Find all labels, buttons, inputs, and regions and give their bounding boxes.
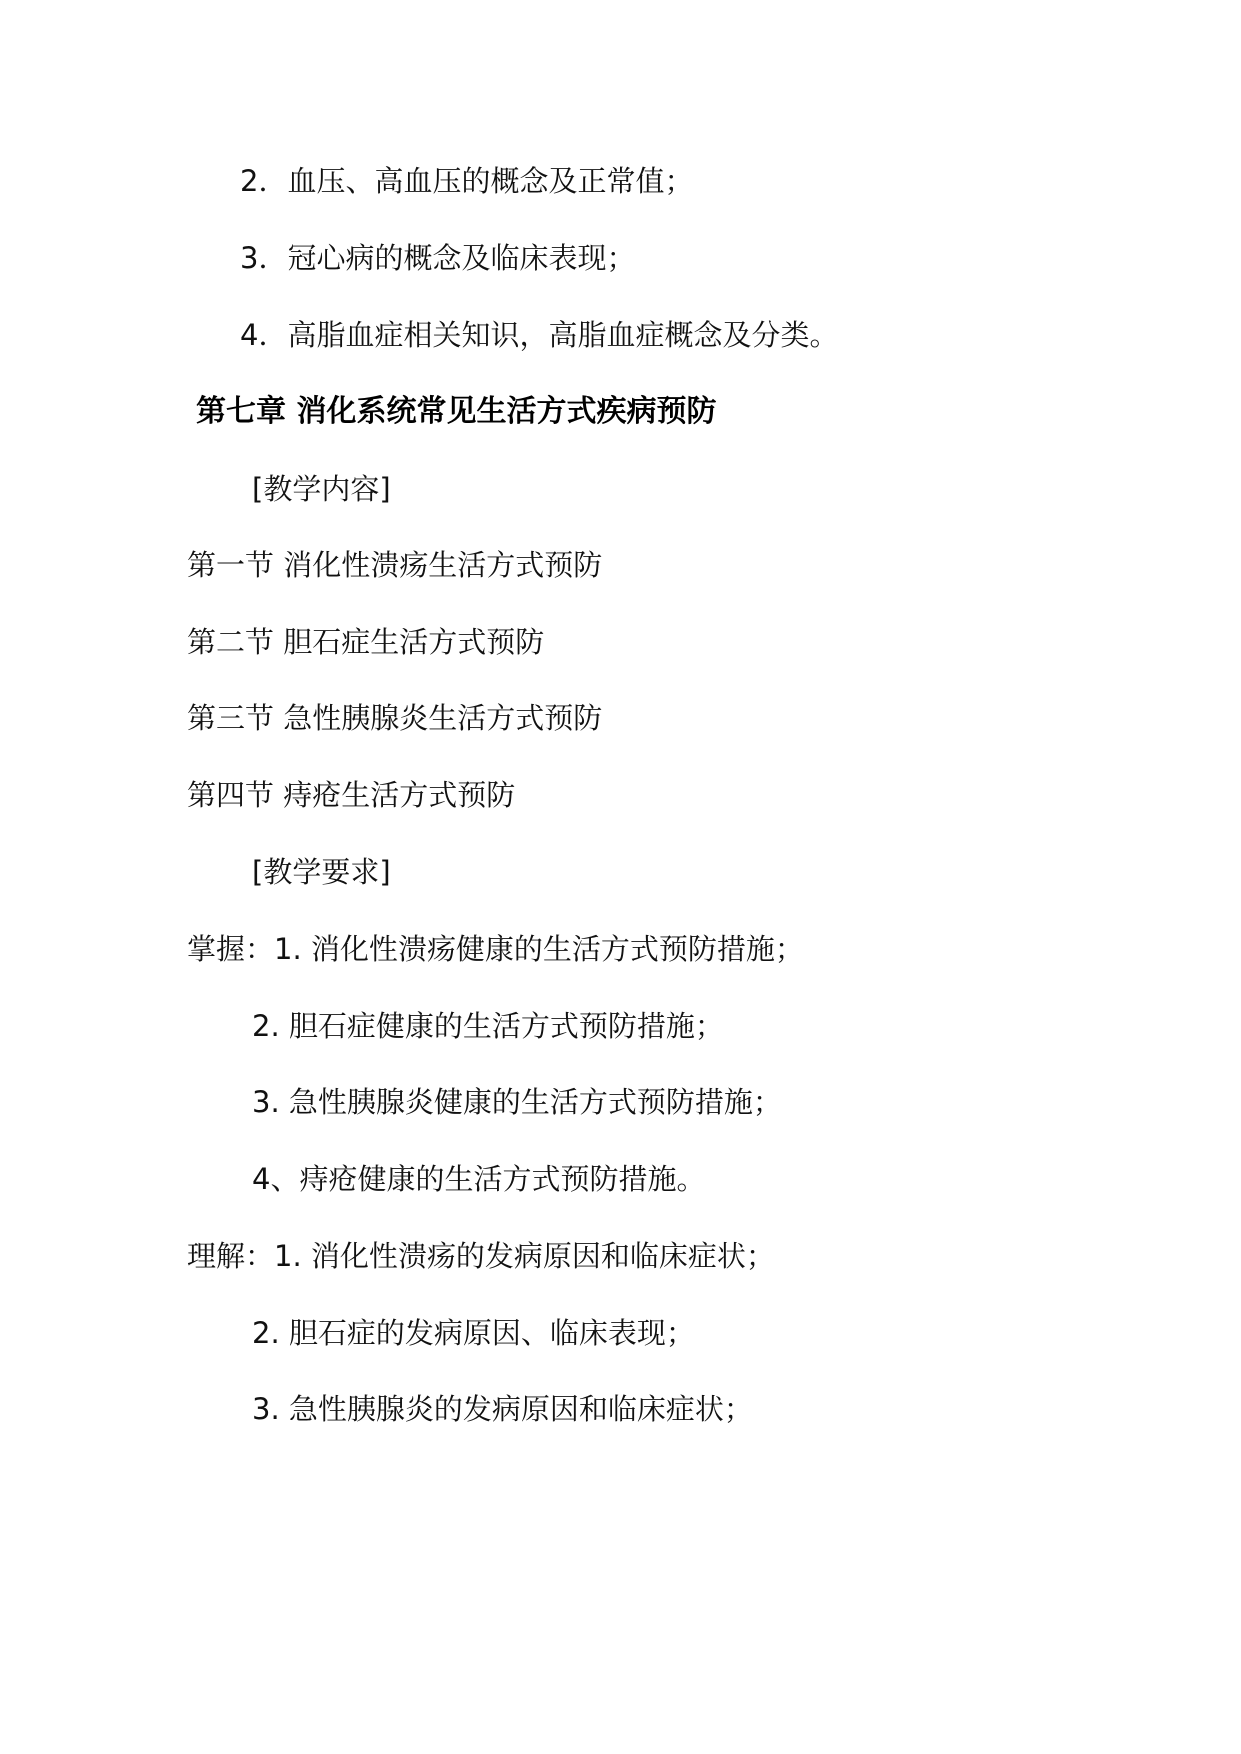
understand-item-2: 2. 胆石症的发病原因、临床表现； xyxy=(252,1316,695,1350)
section-4: 第四节 痔疮生活方式预防 xyxy=(187,778,516,812)
teaching-content-label: [教学内容] xyxy=(252,472,391,506)
master-item-4: 4、痔疮健康的生活方式预防措施。 xyxy=(252,1162,706,1196)
section-1: 第一节 消化性溃疡生活方式预防 xyxy=(187,548,603,582)
item-bp-concept: 2．血压、高血压的概念及正常值； xyxy=(240,164,694,198)
section-3: 第三节 急性胰腺炎生活方式预防 xyxy=(187,701,603,735)
master-item-3: 3. 急性胰腺炎健康的生活方式预防措施； xyxy=(252,1085,782,1119)
teaching-requirements-label: [教学要求] xyxy=(252,855,391,889)
chapter-7-heading: 第七章 消化系统常见生活方式疾病预防 xyxy=(196,394,717,429)
master-item-1: 掌握：1. 消化性溃疡健康的生活方式预防措施； xyxy=(187,932,804,966)
section-2: 第二节 胆石症生活方式预防 xyxy=(187,625,545,659)
item-hyperlipidemia: 4．高脂血症相关知识，高脂血症概念及分类。 xyxy=(240,318,839,352)
item-chd-concept: 3．冠心病的概念及临床表现； xyxy=(240,241,636,275)
understand-item-3: 3. 急性胰腺炎的发病原因和临床症状； xyxy=(252,1392,753,1426)
understand-item-1: 理解：1. 消化性溃疡的发病原因和临床症状； xyxy=(187,1239,775,1273)
master-item-2: 2. 胆石症健康的生活方式预防措施； xyxy=(252,1009,724,1043)
